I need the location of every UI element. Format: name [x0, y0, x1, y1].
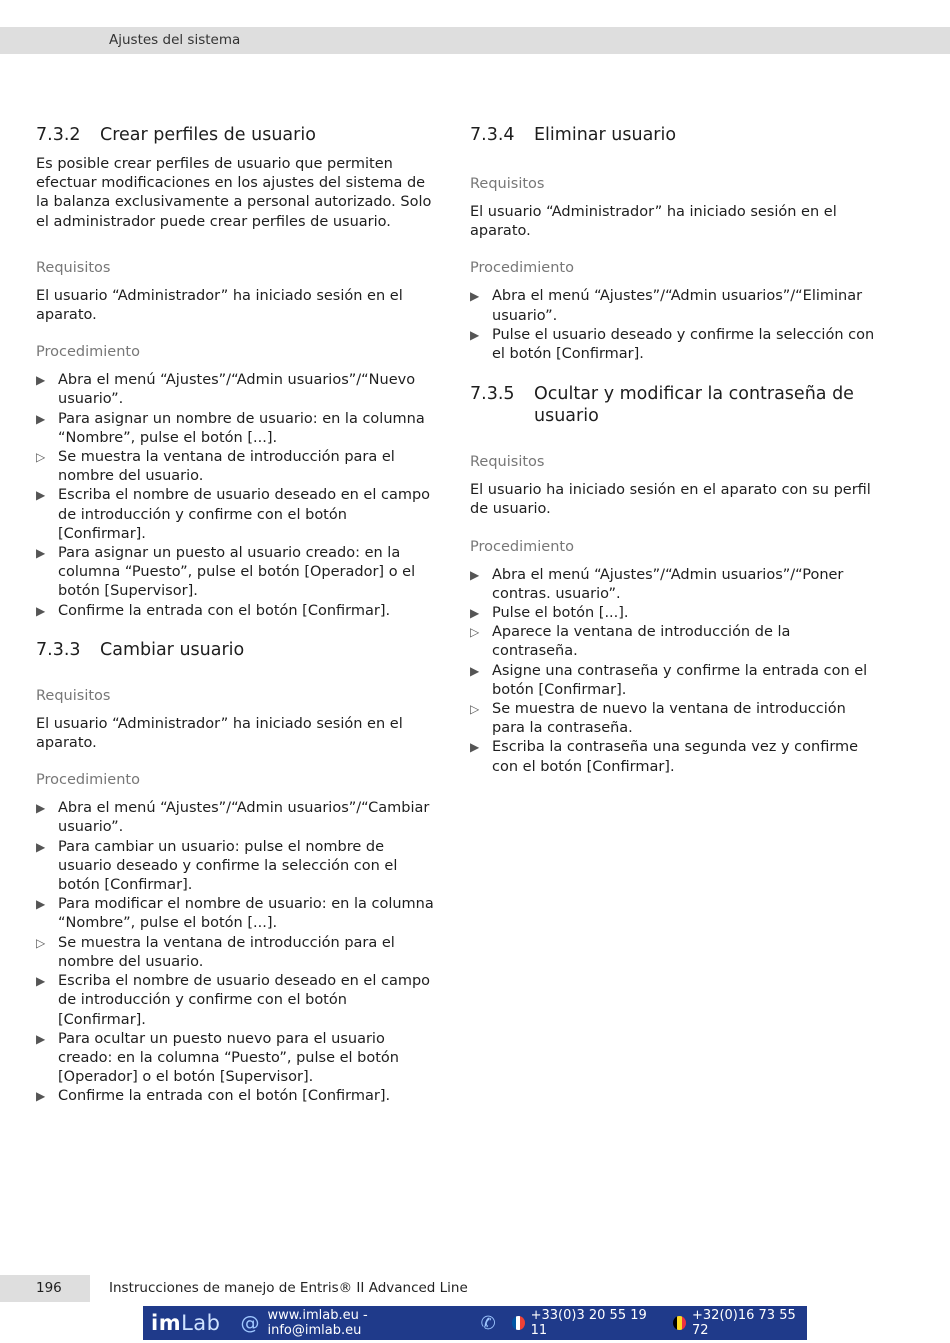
- step-action: ▶ Abra el menú “Ajustes”/“Admin usuarios”/“Eliminar usuario”.: [470, 287, 875, 325]
- action-marker-icon: ▶: [36, 373, 46, 388]
- requirements-text: El usuario “Administrador” ha iniciado sesión en el aparato.: [36, 715, 403, 752]
- step-action: ▶ Confirme la entrada con el botón [Confirmar].: [36, 602, 436, 621]
- banner-phone-fr[interactable]: +33(0)3 20 55 19 11: [530, 1308, 647, 1338]
- result-marker-icon: ▷: [470, 625, 480, 640]
- procedure-steps: [470, 287, 875, 364]
- section-heading: [36, 124, 436, 146]
- action-marker-icon: ▶: [36, 801, 46, 816]
- result-marker-icon: ▷: [470, 702, 480, 717]
- step-action: ▶ Para ocultar un puesto nuevo para el usuario creado: en la columna “Puesto”, pulse el botón [Operador] o el botón [Supervisor].: [36, 1030, 436, 1088]
- procedure-steps: [470, 566, 875, 777]
- step-action: ▶ Abra el menú “Ajustes”/“Admin usuarios”/“Nuevo usuario”.: [36, 371, 436, 409]
- procedure-label: Procedimiento: [470, 260, 574, 277]
- section-heading: [470, 124, 875, 146]
- footer-document-title: Instrucciones de manejo de Entris® II Advanced Line: [109, 1280, 468, 1296]
- step-result: ▷ Se muestra la ventana de introducción para el nombre del usuario.: [36, 448, 436, 486]
- section-title: Ocultar y modificar la contraseña de usuario: [534, 384, 854, 427]
- procedure-label: Procedimiento: [470, 538, 574, 555]
- action-marker-icon: ▶: [470, 289, 480, 304]
- procedure-steps: [36, 799, 436, 1106]
- contact-banner: [143, 1306, 807, 1340]
- left-column: [36, 124, 436, 1107]
- step-result: ▷ Se muestra de nuevo la ventana de introducción para la contraseña.: [470, 700, 875, 738]
- procedure-label: Procedimiento: [36, 772, 140, 789]
- header-bar: [0, 27, 950, 54]
- action-marker-icon: ▶: [36, 411, 46, 426]
- action-marker-icon: ▶: [36, 546, 46, 561]
- step-action: ▶ Escriba la contraseña una segunda vez y confirme con el botón [Confirmar].: [470, 738, 875, 776]
- step-result: ▷ Se muestra la ventana de introducción para el nombre del usuario.: [36, 934, 436, 972]
- section-title: Crear perfiles de usuario: [100, 125, 316, 145]
- action-marker-icon: ▶: [36, 1089, 46, 1104]
- requirements-label: Requisitos: [36, 259, 111, 276]
- step-action: ▶ Para asignar un puesto al usuario creado: en la columna “Puesto”, pulse el botón [Operador] o el botón [Supervisor].: [36, 544, 436, 602]
- step-action: ▶ Abra el menú “Ajustes”/“Admin usuarios”/“Poner contras. usuario”.: [470, 566, 875, 604]
- banner-phone-be[interactable]: +32(0)16 73 55 72: [692, 1308, 796, 1338]
- section-title: Cambiar usuario: [100, 639, 245, 660]
- page-number-box: [0, 1275, 90, 1302]
- step-action: ▶ Asigne una contraseña y confirme la entrada con el botón [Confirmar].: [470, 662, 875, 700]
- section-number: 7.3.3: [36, 639, 81, 660]
- step-result: ▷ Aparece la ventana de introducción de la contraseña.: [470, 623, 875, 661]
- header-title: Ajustes del sistema: [109, 32, 241, 48]
- requirements-label: Requisitos: [470, 454, 545, 471]
- section-number: 7.3.2: [36, 125, 81, 145]
- action-marker-icon: ▶: [36, 488, 46, 503]
- action-marker-icon: ▶: [470, 327, 480, 342]
- step-action: ▶ Confirme la entrada con el botón [Confirmar].: [36, 1087, 436, 1106]
- intro-paragraph: Es posible crear perfiles de usuario que permiten efectuar modificaciones en los ajustes del sistema de la balanza exclusivamente a personal autorizado. Solo el administrador puede crear perfiles de usuario.: [36, 156, 432, 230]
- requirements-text: El usuario “Administrador” ha iniciado sesión en el aparato.: [36, 287, 403, 324]
- step-action: ▶ Escriba el nombre de usuario deseado en el campo de introducción y confirme con el botón [Confirmar].: [36, 486, 436, 544]
- right-column: [470, 124, 875, 777]
- section-title: Eliminar usuario: [534, 125, 677, 145]
- email-at-icon: @: [240, 1312, 260, 1334]
- brand-logo: imLab: [151, 1311, 221, 1335]
- result-marker-icon: ▷: [36, 450, 46, 465]
- action-marker-icon: ▶: [470, 606, 480, 621]
- france-flag-icon: [512, 1316, 525, 1330]
- step-action: ▶ Pulse el usuario deseado y confirme la selección con el botón [Confirmar].: [470, 326, 875, 364]
- action-marker-icon: ▶: [36, 839, 46, 854]
- page-number: 196: [36, 1280, 62, 1296]
- step-action: ▶ Para asignar un nombre de usuario: en la columna “Nombre”, pulse el botón [...].: [36, 410, 436, 448]
- action-marker-icon: ▶: [36, 897, 46, 912]
- requirements-label: Requisitos: [470, 176, 545, 192]
- section-number: 7.3.4: [470, 125, 515, 145]
- banner-web-email[interactable]: www.imlab.eu - info@imlab.eu: [267, 1308, 368, 1338]
- action-marker-icon: ▶: [470, 740, 480, 755]
- procedure-steps: [36, 371, 436, 621]
- procedure-label: Procedimiento: [36, 344, 140, 361]
- step-action: ▶ Escriba el nombre de usuario deseado en el campo de introducción y confirme con el botón [Confirmar].: [36, 972, 436, 1030]
- action-marker-icon: ▶: [36, 603, 46, 618]
- action-marker-icon: ▶: [470, 663, 480, 678]
- requirements-label: Requisitos: [36, 687, 111, 704]
- requirements-text: El usuario ha iniciado sesión en el aparato con su perfil de usuario.: [470, 482, 871, 518]
- section-number: 7.3.5: [470, 384, 515, 405]
- result-marker-icon: ▷: [36, 935, 46, 950]
- step-action: ▶ Pulse el botón [...].: [470, 604, 875, 623]
- action-marker-icon: ▶: [470, 567, 480, 582]
- section-heading: [36, 639, 436, 661]
- phone-icon: ✆: [480, 1312, 496, 1334]
- action-marker-icon: ▶: [36, 974, 46, 989]
- step-action: ▶ Para cambiar un usuario: pulse el nombre de usuario deseado y confirme la selección con el botón [Confirmar].: [36, 838, 436, 896]
- belgium-flag-icon: [673, 1316, 686, 1330]
- action-marker-icon: ▶: [36, 1031, 46, 1046]
- section-heading: [470, 383, 875, 427]
- step-action: ▶ Abra el menú “Ajustes”/“Admin usuarios”/“Cambiar usuario”.: [36, 799, 436, 837]
- requirements-text: El usuario “Administrador” ha iniciado sesión en el aparato.: [470, 204, 837, 240]
- step-action: ▶ Para modificar el nombre de usuario: en la columna “Nombre”, pulse el botón [...].: [36, 895, 436, 933]
